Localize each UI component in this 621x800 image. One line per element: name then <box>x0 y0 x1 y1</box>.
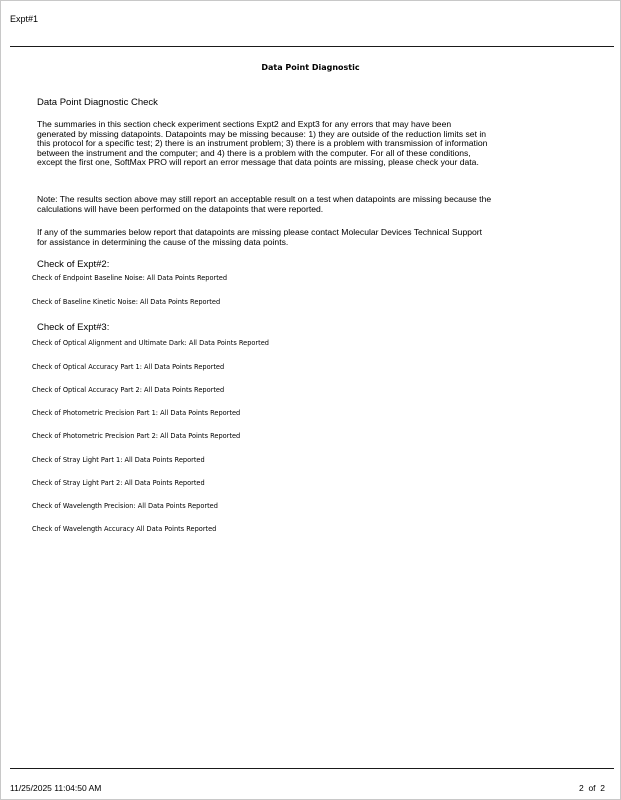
check-item: Check of Baseline Kinetic Noise: All Data Points Reported <box>32 298 221 306</box>
check-item: Check of Photometric Precision Part 1: All Data Points Reported <box>32 409 241 417</box>
expt3-heading: Check of Expt#3: <box>37 322 110 333</box>
section-heading: Data Point Diagnostic Check <box>37 97 158 108</box>
intro-paragraph: The summaries in this section check experiment sections Expt2 and Expt3 for any errors that may have been generated by missing datapoints. Datapoints may be missing because: 1) they are outside of the reduction limits set in this protocol for a specific test; 2) there is an instrument problem; 3) there is a problem with transmission of information between the instrument and the computer; and 4) there is a problem with the computer. For all of these conditions, except the first one, SoftMax PRO will report an error message that data points are missing, please check your data. <box>37 119 488 168</box>
check-item: Check of Wavelength Accuracy All Data Points Reported <box>32 525 217 533</box>
check-item: Check of Optical Accuracy Part 1: All Data Points Reported <box>32 363 225 371</box>
page-number: 2 of 2 <box>579 783 605 793</box>
check-item: Check of Endpoint Baseline Noise: All Data Points Reported <box>32 274 228 282</box>
check-item: Check of Optical Accuracy Part 2: All Data Points Reported <box>32 386 225 394</box>
footer-timestamp: 11/25/2025 11:04:50 AM <box>10 783 102 793</box>
check-item: Check of Stray Light Part 1: All Data Points Reported <box>32 456 205 464</box>
note-paragraph: Note: The results section above may still report an acceptable result on a test when datapoints are missing because the calculations will have been performed on the datapoints that were reported. <box>37 194 492 214</box>
check-item: Check of Wavelength Precision: All Data Points Reported <box>32 502 218 510</box>
check-item: Check of Photometric Precision Part 2: All Data Points Reported <box>32 432 241 440</box>
header-divider <box>10 46 614 47</box>
expt2-heading: Check of Expt#2: <box>37 259 110 270</box>
footer-divider <box>10 768 614 769</box>
check-item: Check of Optical Alignment and Ultimate Dark: All Data Points Reported <box>32 339 269 347</box>
page-header-label: Expt#1 <box>10 14 39 24</box>
check-item: Check of Stray Light Part 2: All Data Points Reported <box>32 479 205 487</box>
page-title: Data Point Diagnostic <box>261 63 360 72</box>
contact-paragraph: If any of the summaries below report that datapoints are missing please contact Molecular Devices Technical Support for assistance in determining the cause of the missing data points. <box>37 227 483 247</box>
